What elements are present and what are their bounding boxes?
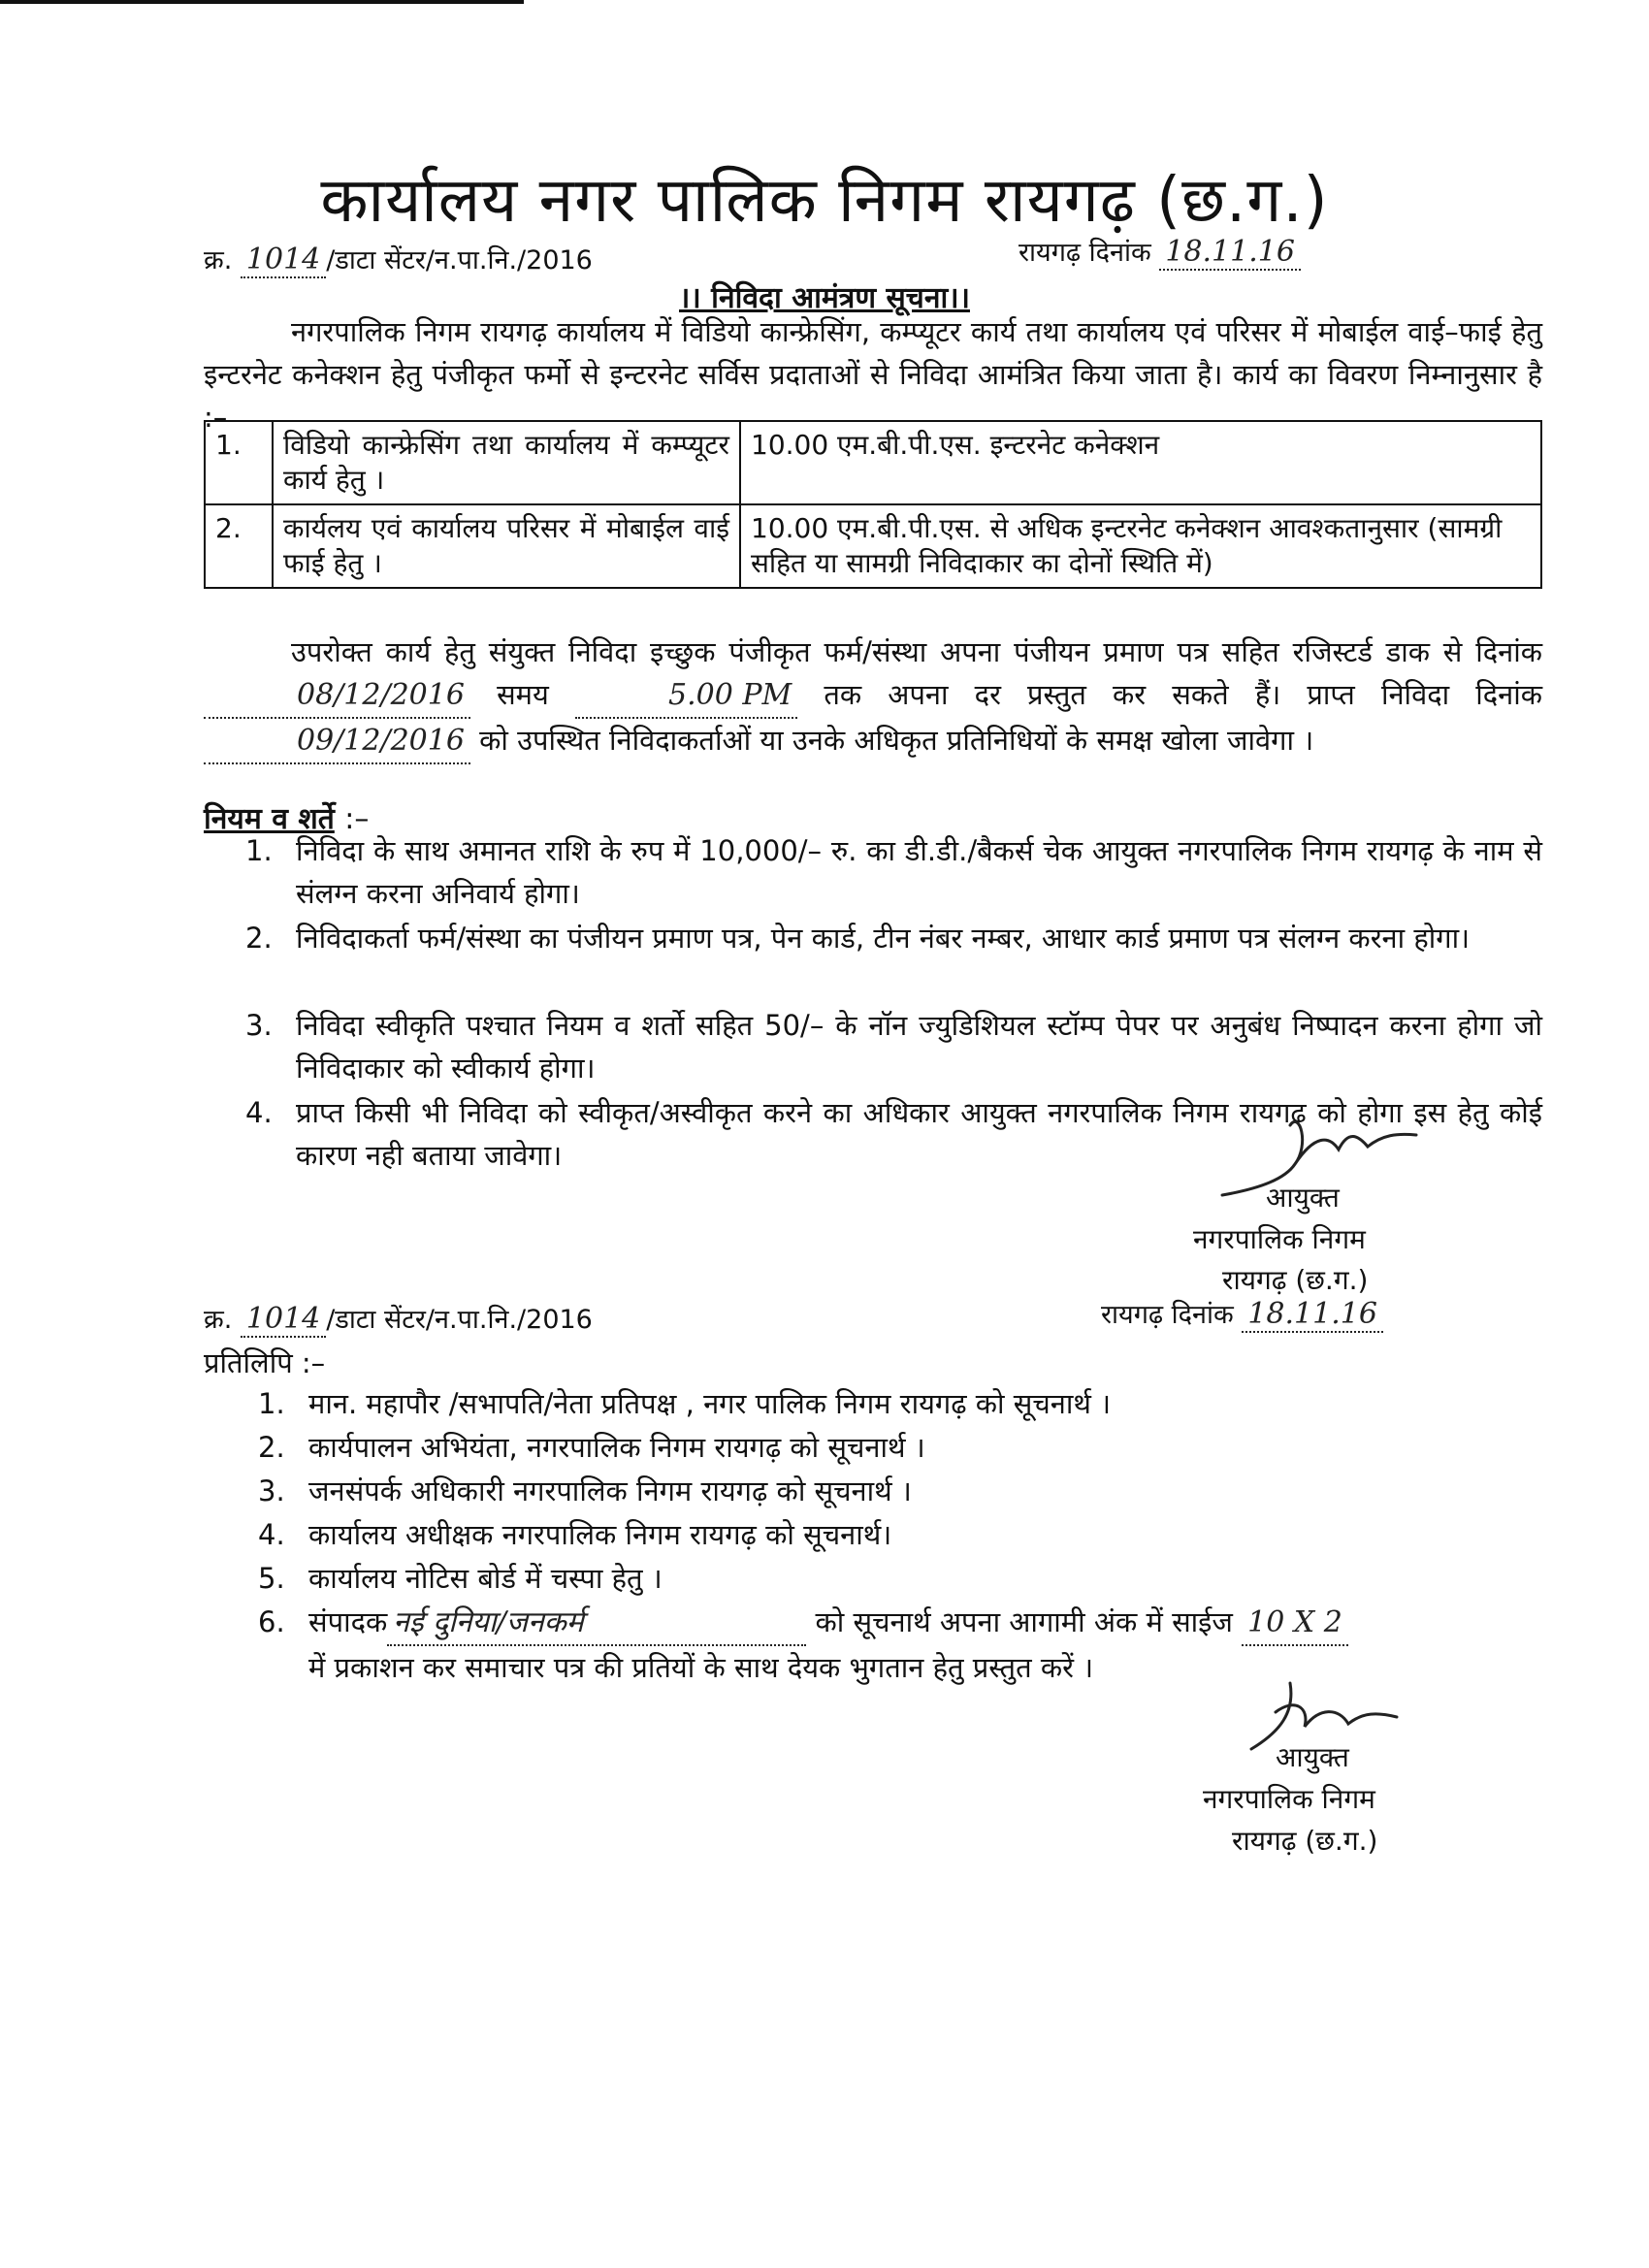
copy-item: 4. कार्यालय अधीक्षक नगरपालिक निगम रायगढ़ को सूचनार्थ। <box>258 1518 892 1551</box>
copy-item: 2. कार्यपालन अभियंता, नगरपालिक निगम रायगढ़ को सूचनार्थ । <box>258 1431 925 1464</box>
newspaper-name: नई दुनिया/जनकर्म <box>387 1602 806 1646</box>
copy-signatory-org: नगरपालिक निगम <box>1203 1783 1375 1815</box>
signatory-place: रायगढ़ (छ.ग.) <box>1222 1264 1369 1296</box>
rule-item: 2. निविदाकर्ता फर्म/संस्था का पंजीयन प्रमाण पत्र, पेन कार्ड, टीन नंबर नम्बर, आधार कार्ड प्रमाण पत्र संलग्न करना होगा। <box>245 922 1471 955</box>
ref-suffix: /डाटा सेंटर/न.पा.नि./2016 <box>326 245 593 275</box>
date-line <box>1018 233 1301 271</box>
copy-date-value: 18.11.16 <box>1242 1297 1383 1333</box>
rules-heading: नियम व शर्ते :– <box>204 802 370 836</box>
ref-number: 1014 <box>241 243 326 278</box>
table-row <box>205 421 1541 504</box>
date-label: रायगढ़ दिनांक <box>1018 238 1151 268</box>
copy-signatory-place: रायगढ़ (छ.ग.) <box>1232 1825 1378 1857</box>
copy-signatory-title: आयुक्त <box>1276 1741 1349 1773</box>
rule-item: 1. निविदा के साथ अमानत राशि के रुप में 10,000/– रु. का डी.डी./बैकर्स चेक आयुक्त नगरपालिक निगम रायगढ़ के नाम से संलग्न करना अनिवार्य होगा। <box>245 834 1542 910</box>
intro-paragraph: नगरपालिक निगम रायगढ़ कार्यालय में विडियो कान्फ्रेसिंग, कम्प्यूटर कार्य तथा कार्यालय एवं परिसर में मोबाईल वाई–फाई हेतु इन्टरनेट कनेक्शन हेतु पंजीकृत फर्मो से इन्टरनेट सर्विस प्रदाताओं से निविदा आमंत्रित किया जाता है। कार्य का विवरण निम्नानुसार है :– <box>204 315 1542 434</box>
work-spec: 10.00 एम.बी.पी.एस. इन्टरनेट कनेक्शन <box>740 421 1541 504</box>
work-description: विडियो कान्फ्रेसिंग तथा कार्यालय में कम्प्यूटर कार्य हेतु । <box>273 421 740 504</box>
signatory-title: आयुक्त <box>1266 1182 1340 1214</box>
reference-line <box>204 241 593 278</box>
table-row <box>205 504 1541 588</box>
office-title: कार्यालय नगर पालिक निगम रायगढ़ (छ.ग.) <box>320 165 1329 237</box>
copy-date-line: रायगढ़ दिनांक 18.11.16 <box>1101 1295 1383 1333</box>
signatory-org: नगरपालिक निगम <box>1193 1223 1366 1255</box>
ad-size: 10 X 2 <box>1242 1602 1348 1646</box>
copy-reference-line: क्र. 1014 /डाटा सेंटर/न.पा.नि./2016 <box>204 1302 593 1336</box>
row-number: 2. <box>205 504 273 588</box>
submit-date: 08/12/2016 <box>204 674 470 719</box>
copy-ref-number: 1014 <box>241 1302 326 1338</box>
top-edge-bar <box>0 0 524 4</box>
work-spec: 10.00 एम.बी.पी.एस. से अधिक इन्टरनेट कनेक्शन आवश्कतानुसार (सामग्री सहित या सामग्री निविदाकार का दोनों स्थिति में) <box>740 504 1541 588</box>
notice-heading: ।। निविदा आमंत्रण सूचना।। <box>679 281 970 315</box>
submission-paragraph: उपरोक्त कार्य हेतु संयुक्त निविदा इच्छुक पंजीकृत फर्म/संस्था अपना पंजीयन प्रमाण पत्र सहित रजिस्टर्ड डाक से दिनांक 08/12/2016 समय 5.00 PM तक अपना दर प्रस्तुत कर सकते हैं। प्राप्त निविदा दिनांक 09/12/2016 को उपस्थित निविदाकर्ताओं या उनके अधिकृत प्रतिनिधियों के समक्ष खोला जावेगा । <box>204 631 1542 764</box>
works-table <box>204 420 1542 589</box>
copy-item: 5. कार्यालय नोटिस बोर्ड में चस्पा हेतु । <box>258 1562 663 1595</box>
copy-label: प्रतिलिपि :– <box>204 1346 326 1379</box>
date-value: 18.11.16 <box>1159 235 1301 271</box>
ref-prefix: क्र. <box>204 245 233 275</box>
copy-item: 1. मान. महापौर /सभापति/नेता प्रतिपक्ष , नगर पालिक निगम रायगढ़ को सूचनार्थ । <box>258 1387 1112 1420</box>
rule-item: 3. निविदा स्वीकृति पश्चात नियम व शर्तो सहित 50/– के नॉन ज्युडिशियल स्टॉम्प पेपर पर अनुबंध निष्पादन करना होगा जो निविदाकार को स्वीकार्य होगा। <box>245 1009 1542 1085</box>
rule-item: 4. प्राप्त किसी भी निविदा को स्वीकृत/अस्वीकृत करने का अधिकार आयुक्त नगरपालिक निगम रायगढ को होगा इस हेतु कोई कारण नही बताया जावेगा। <box>245 1096 1542 1172</box>
open-date: 09/12/2016 <box>204 720 470 764</box>
row-number: 1. <box>205 421 273 504</box>
submit-time: 5.00 PM <box>575 674 797 719</box>
copy-item: 3. जनसंपर्क अधिकारी नगरपालिक निगम रायगढ़ को सूचनार्थ । <box>258 1474 912 1507</box>
copy-item: 6. संपादक नई दुनिया/जनकर्म को सूचनार्थ अपना आगामी अंक में साईज 10 X 2 में प्रकाशन कर समाचार पत्र की प्रतियों के साथ देयक भुगतान हेतु प्रस्तुत करें । <box>308 1601 1550 1689</box>
work-description: कार्यलय एवं कार्यालय परिसर में मोबाईल वाई फाई हेतु । <box>273 504 740 588</box>
